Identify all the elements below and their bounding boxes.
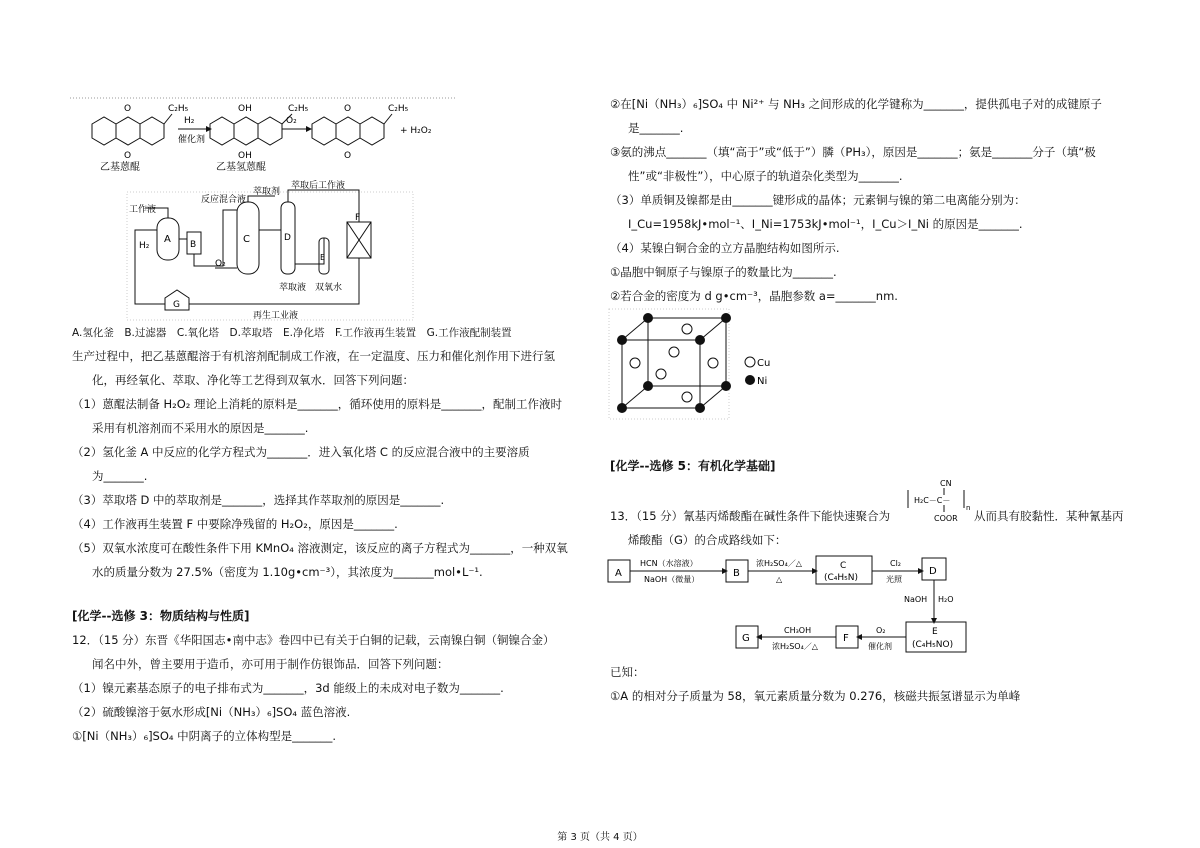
ethylanthraquinone-product-structure (312, 114, 392, 145)
compound-a: A (615, 568, 622, 579)
reagent-label: 浓H₂SO₄／△ (772, 642, 818, 651)
compound-f: F (843, 633, 849, 644)
o-label: O (124, 104, 132, 114)
text-line: 从而具有胶黏性．某种氰基丙 (974, 509, 1124, 523)
text-line: 采用有机溶剂而不采用水的原因是_______. (92, 421, 309, 435)
section-heading: [化学--选修 3：物质结构与性质] (72, 609, 250, 623)
compound-d: D (929, 566, 937, 577)
text-line: 13．（15 分）氰基丙烯酸酯在碱性条件下能快速聚合为 (610, 509, 891, 523)
text-line: （3）萃取塔 D 中的萃取剂是_______，选择其作萃取剂的原因是_______. (72, 493, 445, 507)
reagent-label: H₂O (938, 595, 954, 604)
h2o2-product-label: 双氧水 (315, 283, 343, 293)
text-line: 为_______. (92, 469, 148, 483)
label-b: B (190, 240, 197, 250)
o-label: O (344, 151, 352, 161)
left-column (0, 0, 600, 828)
regen-liquid-label: 再生工业液 (253, 311, 299, 321)
compound-e-formula: (C₄H₅NO) (912, 640, 954, 650)
text-line: （2）氢化釜 A 中反应的化学方程式为_______．进入氧化塔 C 的反应混合液中的主要溶质 (72, 445, 530, 459)
reagent-label: HCN（水溶液） (640, 559, 698, 568)
unit-cell-diagram (608, 308, 771, 428)
text-line: ①[Ni（NH₃）₆]SO₄ 中阴离子的立体构型是_______. (72, 729, 337, 743)
repeat-n: n (966, 504, 971, 512)
right-column (600, 0, 1200, 828)
o-label: O (124, 151, 132, 161)
cn-group: CN (940, 479, 952, 488)
reagent-label: 浓H₂SO₄／△ (756, 559, 802, 568)
h2-label: H₂ (184, 116, 195, 126)
c2h5-label: C₂H₅ (388, 104, 409, 114)
text-line: ②若合金的密度为 d g•cm⁻³，晶胞参数 a=_______nm. (610, 289, 898, 303)
ni-atom (643, 381, 653, 391)
polymer-chain: H₂C－C－ (914, 496, 951, 505)
cu-atom (669, 347, 679, 357)
work-liquid-label: 工作液 (129, 205, 157, 215)
hydroquinone-name: 乙基氢蒽醌 (216, 162, 266, 173)
text-line: 化，再经氧化、萃取、净化等工艺得到双氧水．回答下列问题： (92, 373, 414, 387)
label-g: G (173, 300, 180, 310)
extract-liquid-label: 萃取液 (279, 283, 307, 293)
text-line: 已知： (610, 665, 645, 679)
ethylhydroanthraquinone-structure (210, 114, 292, 145)
label-f: F (355, 213, 361, 223)
catalyst-label: 催化剂 (178, 135, 206, 145)
c2h5-label: C₂H₅ (168, 104, 189, 114)
text-line: ③氨的沸点_______（填“高于”或“低于”）膦（PH₃），原因是_______；氨是_______分子（填“极 (610, 145, 1096, 159)
oh-label: OH (238, 104, 252, 114)
reagent-label: △ (776, 575, 783, 584)
text-line: ②在[Ni（NH₃）₆]SO₄ 中 Ni²⁺ 与 NH₃ 之间形成的化学键称为_______，提供孤电子对的成键原子 (610, 97, 1102, 111)
cu-atom (630, 358, 640, 368)
reagent-label: O₂ (876, 626, 886, 635)
ni-atom (721, 381, 731, 391)
ni-atom (721, 313, 731, 323)
label-a: A (164, 234, 171, 245)
o2-inlet-label: O₂ (215, 259, 226, 269)
cu-atom (656, 369, 666, 379)
text-line: （1）镍元素基态原子的电子排布式为_______，3d 能级上的未成对电子数为_______. (72, 681, 504, 695)
text-line: 12．（15 分）东晋《华阳国志•南中志》卷四中已有关于白铜的记载，云南镍白铜（铜镍合金） (72, 633, 555, 647)
reagent-label: 光照 (886, 575, 902, 584)
text-line: I_Cu=1958kJ•mol⁻¹、I_Ni=1753kJ•mol⁻¹，I_Cu＞I_Ni 的原因是_______. (628, 217, 1023, 231)
text-line: （3）单质铜及镍都是由_______键形成的晶体；元素铜与镍的第二电离能分别为： (610, 193, 1026, 207)
compound-c-formula: (C₄H₅N) (824, 573, 859, 583)
text-line: ①晶胞中铜原子与镍原子的数量比为_______. (610, 265, 837, 279)
compound-b: B (733, 568, 740, 579)
anthraquinone-name: 乙基蒽醌 (100, 162, 140, 173)
h2o2-product-label: + H₂O₂ (400, 126, 432, 136)
compound-g: G (742, 633, 750, 644)
text-line: 是_______. (628, 121, 684, 135)
ethylanthraquinone-structure (92, 114, 172, 145)
ni-atom (617, 403, 627, 413)
page-footer: 第 3 页（共 4 页） (557, 832, 643, 843)
text-line: （5）双氧水浓度可在酸性条件下用 KMnO₄ 溶液测定，该反应的离子方程式为_______，一种双氧 (72, 541, 568, 555)
label-e: E (320, 253, 326, 262)
ni-atom (695, 403, 705, 413)
text-line: 闻名中外，曾主要用于造币，亦可用于制作仿银饰品．回答下列问题： (92, 657, 449, 671)
reagent-label: CH₃OH (784, 626, 812, 635)
section-heading: [化学--选修 5：有机化学基础] (610, 459, 776, 473)
ni-atom (643, 313, 653, 323)
label-d: D (284, 233, 291, 243)
o2-label: O₂ (286, 116, 297, 126)
text-line: 性”或“非极性”），中心原子的轨道杂化类型为_______. (628, 169, 903, 183)
label-c: C (243, 234, 250, 245)
ni-atom (617, 335, 627, 345)
ni-atom (695, 335, 705, 345)
reagent-label: 催化剂 (868, 642, 892, 651)
anthraquinone-reaction-diagram (70, 96, 470, 176)
process-flow-diagram (125, 180, 415, 325)
compound-e: E (932, 627, 938, 637)
cu-atom (682, 392, 692, 402)
equipment-legend: A.氢化釜 B.过滤器 C.氧化塔 D.萃取塔 E.净化塔 F.工作液再生装置 G.工作液配制装置 (72, 327, 512, 339)
reagent-label: Cl₂ (890, 559, 902, 568)
cu-legend-label: Cu (757, 358, 771, 369)
ni-legend-icon (745, 375, 755, 385)
text-line: 水的质量分数为 27.5%（密度为 1.10g•cm⁻³），其浓度为_______mol•L⁻¹. (92, 565, 483, 579)
text-line: 烯酸酯（G）的合成路线如下： (628, 533, 787, 547)
text-line: （1）蒽醌法制备 H₂O₂ 理论上消耗的原料是_______，循环使用的原料是_______，配制工作液时 (72, 397, 563, 411)
cu-atom (708, 358, 718, 368)
c2h5-label: C₂H₅ (288, 104, 309, 114)
reagent-label: NaOH (904, 595, 928, 604)
reaction-mix-label: 反应混合液 (201, 195, 247, 205)
coor-group: COOR (934, 514, 958, 523)
text-line: ①A 的相对分子质量为 58，氧元素质量分数为 0.276，核磁共振氢谱显示为单峰 (610, 689, 1021, 703)
reagent-label: NaOH（微量） (644, 575, 700, 584)
compound-c: C (840, 561, 847, 571)
oh-label: OH (238, 151, 252, 161)
text-line: 生产过程中，把乙基蒽醌溶于有机溶剂配制成工作液，在一定温度、压力和催化剂作用下进行氢 (72, 349, 555, 363)
after-extract-label: 萃取后工作液 (291, 181, 346, 191)
text-line: （4）某镍白铜合金的立方晶胞结构如图所示. (610, 241, 840, 255)
ni-legend-label: Ni (757, 376, 768, 387)
polymer-structure (904, 476, 976, 522)
cu-legend-icon (745, 357, 755, 367)
h2-inlet-label: H₂ (139, 241, 150, 251)
cu-atom (682, 324, 692, 334)
synthesis-route-diagram (606, 552, 966, 656)
text-line: （2）硫酸镍溶于氨水形成[Ni（NH₃）₆]SO₄ 蓝色溶液. (72, 705, 351, 719)
o-label: O (344, 104, 352, 114)
text-line: （4）工作液再生装置 F 中要除净残留的 H₂O₂，原因是_______. (72, 517, 398, 531)
extractant-label: 萃取剂 (253, 187, 281, 197)
